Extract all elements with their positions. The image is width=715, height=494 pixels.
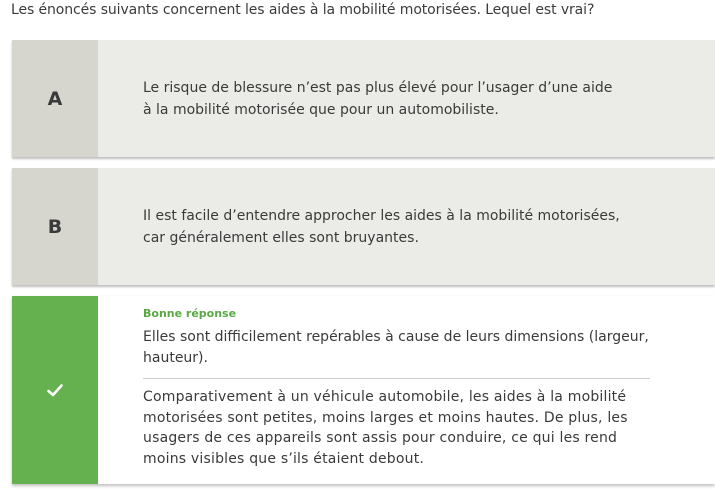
correct-marker	[12, 296, 98, 484]
option-text: Le risque de blessure n’est pas plus élevé pour l’usager d’une aide à la mobilité motorisée que pour un automobiliste.	[143, 79, 613, 118]
option-text: Il est facile d’entendre approcher les aides à la mobilité motorisées, car généralement elles sont bruyantes.	[143, 207, 620, 246]
option-letter: A	[12, 40, 98, 157]
option-text: Elles sont difficilement repérables à cause de leurs dimensions (largeur, hauteur).	[143, 327, 650, 379]
option-a[interactable]	[12, 40, 715, 157]
answer-explanation: Comparativement à un véhicule automobile, les aides à la mobilité motorisées sont petites, moins larges et moins hautes. De plus, les usagers de ces appareils sont assis pour conduire, ce qui les rend moins visibles que s’ils étaient debout.	[143, 389, 628, 467]
correct-answer-label: Bonne réponse	[143, 307, 237, 320]
option-c-correct[interactable]	[12, 296, 715, 484]
option-letter: B	[12, 168, 98, 285]
checkmark-icon	[47, 384, 63, 397]
question-text: Les énoncés suivants concernent les aides à la mobilité motorisées. Lequel est vrai?	[11, 2, 595, 18]
option-b[interactable]	[12, 168, 715, 285]
